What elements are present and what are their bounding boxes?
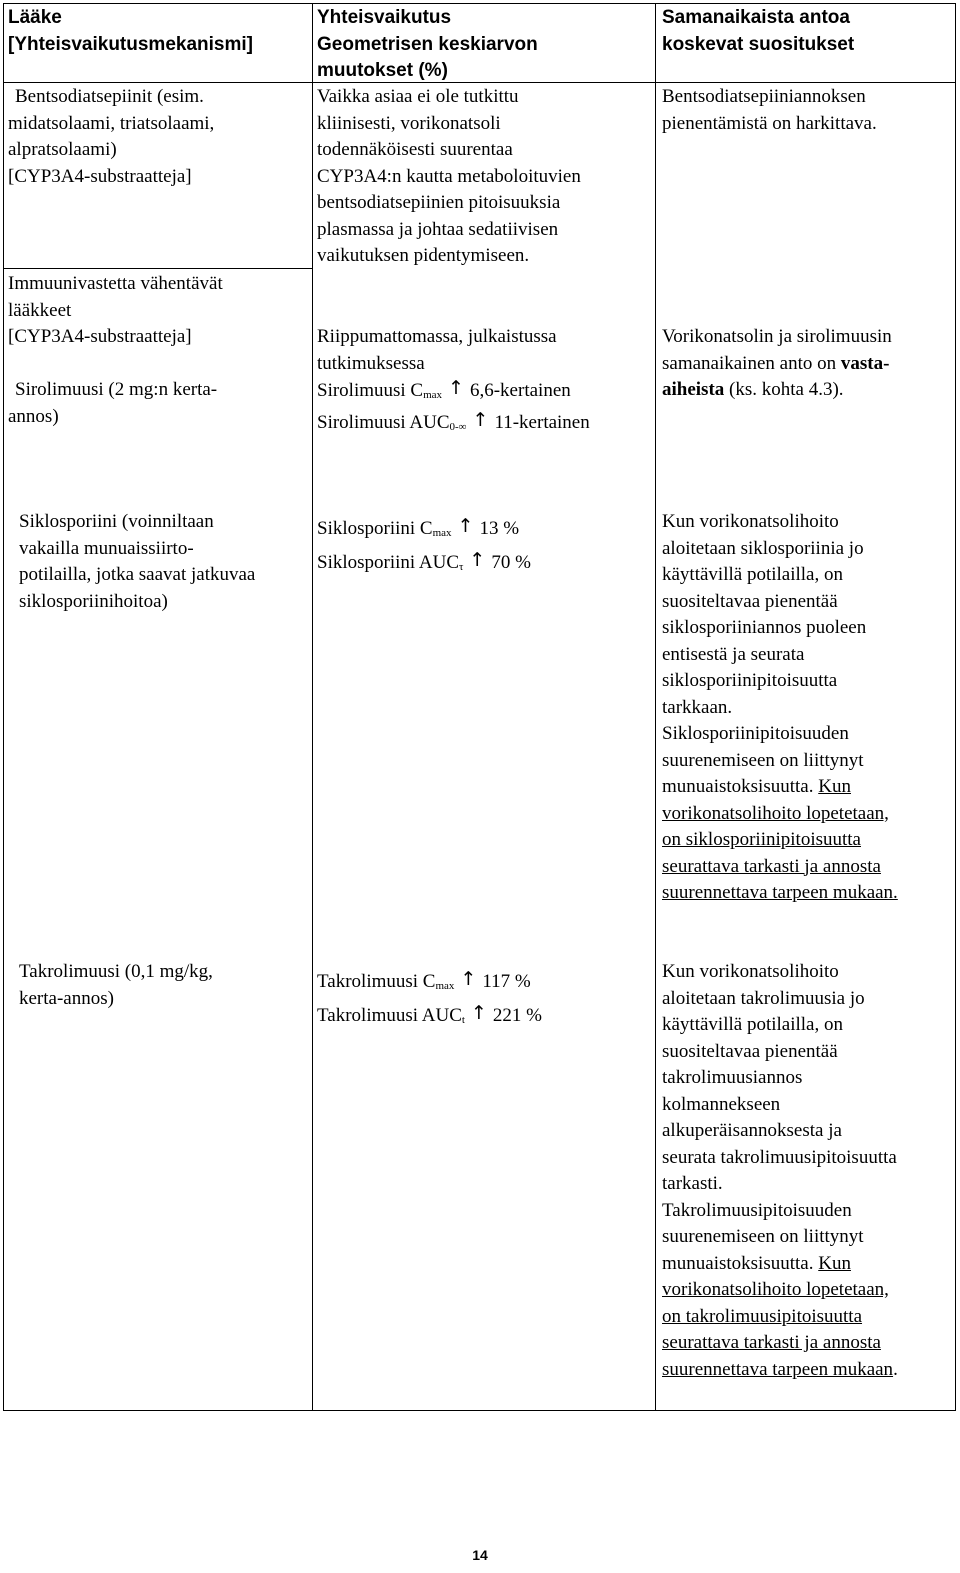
arrow-up-icon: ↑ bbox=[448, 377, 464, 399]
row-divider bbox=[3, 268, 312, 269]
column-divider bbox=[655, 3, 656, 1411]
column-divider bbox=[312, 3, 313, 1411]
arrow-up-icon: ↑ bbox=[469, 549, 486, 571]
header-recommendation: Samanaikaista antoa koskevat suositukset bbox=[662, 7, 855, 55]
drug-ciclosporin: Siklosporiini (voinniltaan vakailla munuaissiirto- potilailla, jotka saavat jatkuvaa siklosporiinihoitoa) bbox=[19, 511, 256, 612]
sirolimus-auc-line: Sirolimuusi $AUC_{0-\infty}$ ↑ 11-kertainen bbox=[317, 408, 590, 433]
recommendation-tacrolimus: Kun vorikonatsolihoito aloitetaan takrolimuusia jo käyttävillä potilailla, on suositeltavaa pienentää takrolimuusiannos kolmannekseen alkuperäisannoksesta ja seurata takrolimuusipitoisuutta tarkasti. Takrolimuusipitoisuuden suurenemiseen on liittynyt munuaistoksisuutta. Kun vorikonatsolihoito lopetetaan, on takrolimuusipitoisuutta seurattava tarkasti ja annosta suurennettava tarpeen mukaan. bbox=[662, 961, 898, 1380]
drug-immunosuppressants: Immuunivastetta vähentävät lääkkeet [CYP3A4-substraatteja] bbox=[8, 273, 223, 347]
tacrolimus-auc-line: Takrolimuusi $AUC_t$ ↑ 221 % bbox=[317, 1001, 542, 1035]
arrow-up-icon: ↑ bbox=[470, 1002, 487, 1024]
tacrolimus-cmax-line: Takrolimuusi $C_{max}$ ↑ 117 % bbox=[317, 967, 542, 1001]
ciclosporin-auc-line: Siklosporiini $AUC_\tau$ ↑ 70 % bbox=[317, 548, 531, 582]
drug-tacrolimus: Takrolimuusi (0,1 mg/kg, kerta-annos) bbox=[19, 961, 213, 1009]
drug-benzodiazepines: Bentsodiatsepiinit (esim. midatsolaami, triatsolaami, alpratsolaami) [CYP3A4-substraatteja] bbox=[8, 86, 215, 187]
header-interaction: Yhteisvaikutus Geometrisen keskiarvon muutokset (%) bbox=[317, 7, 538, 81]
page-number: 14 bbox=[472, 1547, 488, 1563]
drug-sirolimus: Sirolimuusi (2 mg:n kerta- annos) bbox=[8, 379, 218, 427]
ciclosporin-cmax-line: Siklosporiini $C_{max}$ ↑ 13 % bbox=[317, 514, 531, 548]
interaction-tacrolimus bbox=[317, 967, 542, 1035]
recommendation-sirolimus: Vorikonatsolin ja sirolimuusin samanaikainen anto on vasta- aiheista (ks. kohta 4.3). bbox=[662, 326, 892, 400]
arrow-up-icon: ↑ bbox=[460, 968, 477, 990]
interaction-sirolimus: Riippumattomassa, julkaistussa tutkimuksessa Sirolimuusi $C_{max}$ ↑ 6,6-kertainen Sirolimuusi $AUC_{0-\infty}$ ↑ 11-kertainen bbox=[317, 324, 590, 440]
arrow-up-icon: ↑ bbox=[457, 515, 474, 537]
interaction-ciclosporin bbox=[317, 514, 531, 582]
arrow-up-icon: ↑ bbox=[472, 408, 489, 431]
header-drug: Lääke [Yhteisvaikutusmekanismi] bbox=[8, 7, 253, 55]
sirolimus-cmax-line: Sirolimuusi $C_{max}$ ↑ 6,6-kertainen bbox=[317, 377, 571, 401]
interaction-benzodiazepines: Vaikka asiaa ei ole tutkittu kliinisesti, vorikonatsoli todennäköisesti suurentaa CYP3A4:n kautta metaboloituvien bentsodiatsepiinien pitoisuuksia plasmassa ja johtaa sedatiivisen vaikutuksen pidentymiseen. bbox=[317, 86, 581, 266]
recommendation-ciclosporin: Kun vorikonatsolihoito aloitetaan siklosporiinia jo käyttävillä potilailla, on suositeltavaa pienentää siklosporiiniannos puoleen entisestä ja seurata siklosporiinipitoisuutta tarkkaan. Siklosporiinipitoisuuden suurenemiseen on liittynyt munuaistoksisuutta. Kun vorikonatsolihoito lopetetaan, on siklosporiinipitoisuutta seurattava tarkasti ja annosta suurennettava tarpeen mukaan. bbox=[662, 511, 898, 903]
recommendation-benzodiazepines: Bentsodiatsepiiniannoksen pienentämistä on harkittava. bbox=[662, 86, 877, 134]
